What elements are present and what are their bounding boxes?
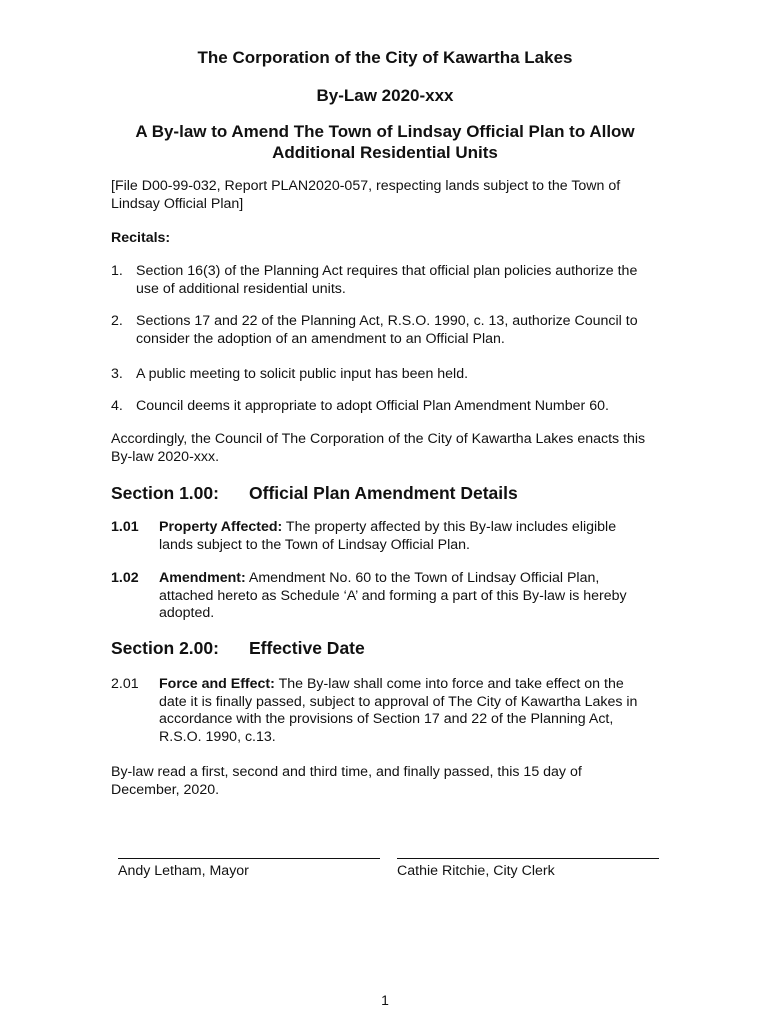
signature-name: Andy Letham, Mayor [118, 863, 249, 879]
recital-number: 1. [111, 263, 123, 279]
signature-line [118, 844, 380, 859]
document-title: The Corporation of the City of Kawartha Lakes [197, 48, 573, 67]
clause-body [111, 519, 651, 554]
clause [111, 676, 651, 746]
section-title: Effective Date [249, 638, 365, 658]
clause [111, 570, 651, 623]
recital-number: 4. [111, 398, 123, 414]
section-number: Section 2.00: [111, 638, 219, 658]
clause-text: Amendment No. 60 to the Town of Lindsay Official Plan, attached hereto as Schedule ‘A’ and forming a part of this By-law is hereby adopted. [159, 570, 627, 621]
clause [111, 519, 651, 554]
passed-statement: By-law read a first, second and third time, and finally passed, this 15 day of December, 2020. [111, 764, 582, 798]
enacting-clause: Accordingly, the Council of The Corporation of the City of Kawartha Lakes enacts this By-law 2020-xxx. [111, 431, 646, 465]
clause-label: Amendment: [159, 570, 246, 586]
page-number: 1 [381, 992, 389, 1008]
recital-number: 2. [111, 313, 123, 329]
clause-number: 1.01 [111, 519, 139, 535]
recital-text: Council deems it appropriate to adopt Official Plan Amendment Number 60. [136, 398, 609, 414]
recitals-label: Recitals: [111, 230, 171, 246]
recital-item [111, 263, 651, 298]
signature-line [397, 844, 659, 859]
recital-text: Section 16(3) of the Planning Act requires that official plan policies authorize the use of additional residential units. [136, 263, 638, 297]
recital-text: A public meeting to solicit public input has been held. [136, 366, 469, 382]
clause-label: Property Affected: [159, 519, 283, 535]
clause-label: Force and Effect: [159, 676, 275, 692]
clause-number: 1.02 [111, 570, 139, 586]
clause-body [111, 570, 651, 623]
signature-name: Cathie Ritchie, City Clerk [397, 863, 555, 879]
signature-block-mayor [118, 844, 380, 881]
clause-text: The property affected by this By-law includes eligible lands subject to the Town of Lindsay Official Plan. [159, 519, 617, 553]
recital-item [111, 398, 651, 416]
recital-item [111, 313, 651, 348]
clause-text: The By-law shall come into force and take effect on the date it is finally passed, subject to approval of The City of Kawartha Lakes in accordance with the provisions of Section 17 and 22 of the Planning Act, R.S.O. 1990, c.13. [159, 676, 638, 745]
bylaw-heading: A By-law to Amend The Town of Lindsay Official Plan to Allow Additional Residential Units [135, 122, 635, 162]
bylaw-number: By-Law 2020-xxx [316, 86, 454, 105]
section-title: Official Plan Amendment Details [249, 483, 518, 503]
section-number: Section 1.00: [111, 483, 219, 503]
recital-item [111, 366, 651, 384]
recital-text: Sections 17 and 22 of the Planning Act, R.S.O. 1990, c. 13, authorize Council to consider the adoption of an amendment to an Official Plan. [136, 313, 638, 347]
clause-number: 2.01 [111, 676, 139, 692]
signature-block-clerk [397, 844, 659, 881]
file-reference: [File D00-99-032, Report PLAN2020-057, respecting lands subject to the Town of Lindsay Official Plan] [111, 178, 621, 212]
recital-number: 3. [111, 366, 123, 382]
clause-body [111, 676, 651, 746]
